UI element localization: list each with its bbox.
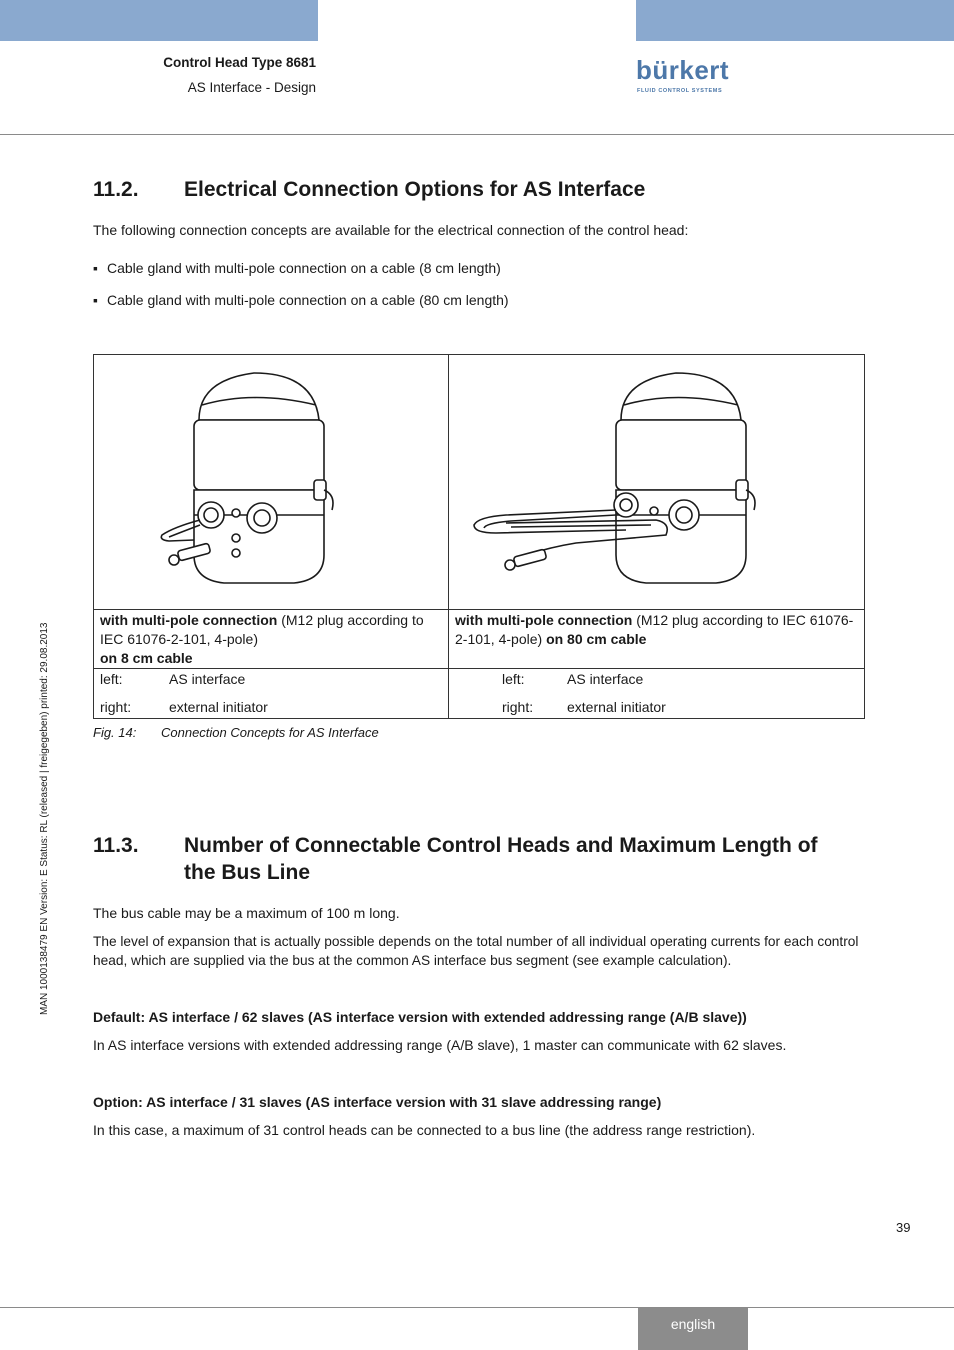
logo-wordmark: bürkert [636,55,730,85]
bullet-marker: ▪ [93,260,98,276]
section-number: 11.3. [93,834,139,857]
left-row-value: AS interface [169,671,246,687]
figure-caption [93,725,379,740]
bullet-marker: ▪ [93,292,98,308]
section-heading-11-2 [93,176,873,206]
caption-text: (M12 plug according to IEC 61076-2-101, 4-pole) [100,612,424,647]
document-subtitle: AS Interface - Design [187,80,316,95]
expansion-paragraph: The level of expansion that is actually possible depends on the total number of all individual operating currents for each control head, which are supplied via the bus at the common AS interface bus segment (see example calculation). [93,934,859,968]
header-band-right [636,0,954,41]
caption-bold: with multi-pole connection [100,612,278,628]
caption-bold: on 8 cm cable [100,650,193,666]
caption-bold: on 80 cm cable [546,631,647,647]
figure-caption-text: Connection Concepts for AS Interface [161,725,379,740]
bullet-text: Cable gland with multi-pole connection on a cable (80 cm length) [107,292,509,308]
right-caption [455,611,859,649]
right-row-key: right: [502,699,534,715]
header-divider [0,134,954,135]
document-meta-vertical: MAN 1000138479 EN Version: E Status: RL (released | freigegeben) printed: 29.08.2013 [39,622,50,1015]
default-subheading: Default: AS interface / 62 slaves (AS interface version with extended addressing range (A/B slave)) [93,1009,747,1025]
document-title: Control Head Type 8681 [163,55,316,70]
page-number: 39 [896,1220,911,1235]
header-band-left [0,0,318,41]
left-row-value: external initiator [169,699,268,715]
right-row-value: external initiator [567,699,666,715]
option-subheading: Option: AS interface / 31 slaves (AS interface version with 31 slave addressing range) [93,1094,662,1110]
option-paragraph: In this case, a maximum of 31 control heads can be connected to a bus line (the address range restriction). [93,1122,756,1138]
section-number: 11.2. [93,178,139,201]
right-row-value: AS interface [567,671,644,687]
table-divider [94,609,864,610]
bullet-item [93,259,501,278]
left-row-key: left: [100,671,123,687]
control-head-80cm-cable-illustration [466,365,861,600]
bullet-item [93,291,509,310]
left-row-key: right: [100,699,132,715]
burkert-logo [636,55,736,98]
section-heading-11-3 [93,832,873,888]
section-title: Electrical Connection Options for AS Interface [184,178,646,201]
table-divider [94,668,864,669]
caption-bold: with multi-pole connection [455,612,633,628]
right-row-key: left: [502,671,525,687]
logo-tagline: FLUID CONTROL SYSTEMS [637,88,723,94]
table-divider-vertical [448,355,449,718]
bullet-text: Cable gland with multi-pole connection on a cable (8 cm length) [107,260,501,276]
language-tab: english [638,1308,748,1350]
intro-paragraph: The following connection concepts are available for the electrical connection of the control head: [93,222,689,238]
figure-label: Fig. 14: [93,725,137,740]
bus-length-paragraph: The bus cable may be a maximum of 100 m long. [93,905,400,921]
connection-concepts-figure [93,354,865,719]
default-paragraph: In AS interface versions with extended addressing range (A/B slave), 1 master can communicate with 62 slaves. [93,1037,787,1053]
caption-text: (M12 plug according to IEC 61076-2-101, 4-pole) [455,612,854,647]
left-caption [100,611,440,668]
footer-divider [0,1307,954,1308]
control-head-8cm-cable-illustration [154,365,394,600]
section-title: Number of Connectable Control Heads and Maximum Length of the Bus Line [184,834,818,884]
